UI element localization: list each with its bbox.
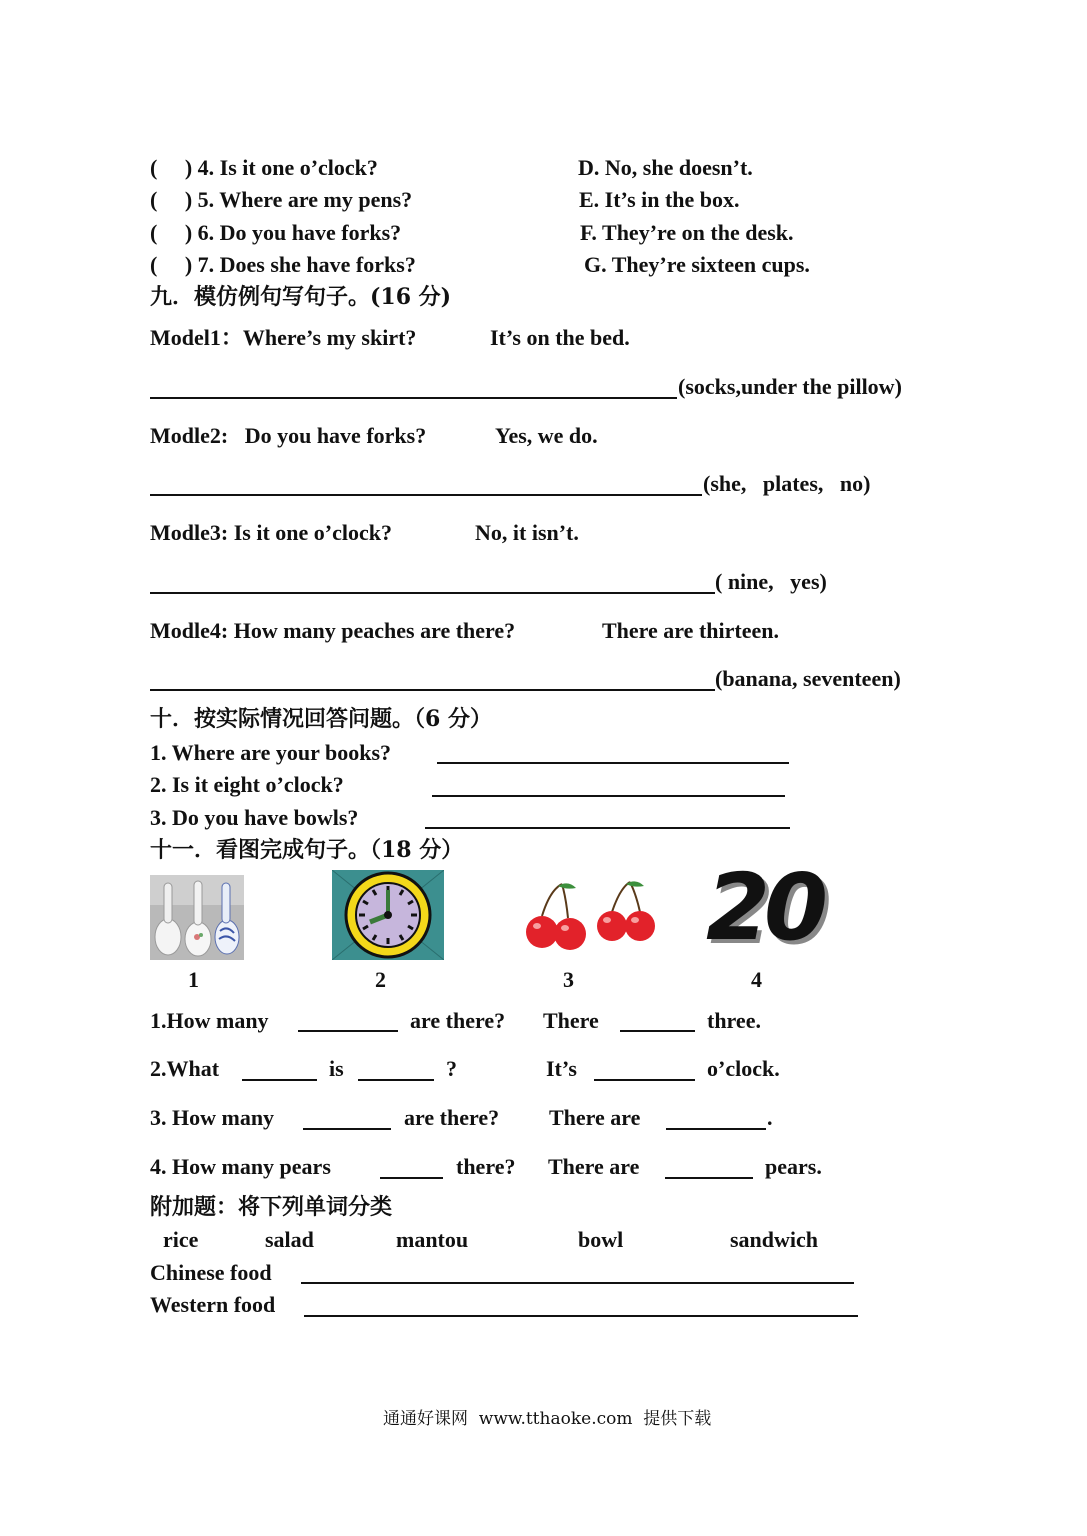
s2-part5: o’clock. <box>707 1056 780 1081</box>
model4-answer: There are thirteen. <box>602 618 779 643</box>
section10-title: 十．按实际情况回答问题。（6 分） <box>150 706 492 732</box>
word-sandwich: sandwich <box>730 1227 819 1252</box>
model2-answer: Yes, we do. <box>495 423 598 448</box>
s2-part1: 2.What <box>150 1056 220 1081</box>
model1-answer-line[interactable] <box>150 397 677 399</box>
section10-question-3: 3. Do you have bowls? <box>150 805 359 830</box>
s3-blank-1[interactable] <box>303 1128 391 1130</box>
s4-blank-1[interactable] <box>380 1177 443 1179</box>
model3-hint: ( nine, yes) <box>715 569 827 594</box>
s4-part4: pears. <box>765 1154 822 1179</box>
s1-part4: three. <box>707 1008 761 1033</box>
s3-part3: There are <box>549 1105 641 1130</box>
model2-question: Modle2: Do you have forks? <box>150 423 427 448</box>
section10-answer-line-1[interactable] <box>437 762 789 764</box>
picture-number-2: 2 <box>375 967 386 992</box>
category-chinese-food: Chinese food <box>150 1260 272 1285</box>
s4-part3: There are <box>548 1154 640 1179</box>
model4-question: Modle4: How many peaches are there? <box>150 618 516 643</box>
matching-answer-f: F. They’re on the desk. <box>580 220 794 245</box>
model4-answer-line[interactable] <box>150 689 715 691</box>
western-food-answer-line[interactable] <box>304 1315 858 1317</box>
section10-question-2: 2. Is it eight o’clock? <box>150 772 344 797</box>
s2-part4: It’s <box>546 1056 577 1081</box>
s2-blank-1[interactable] <box>242 1079 317 1081</box>
section10-answer-line-3[interactable] <box>425 827 790 829</box>
number-twenty-image: 20 <box>706 854 823 961</box>
model1-answer: It’s on the bed. <box>490 325 630 350</box>
picture-number-4: 4 <box>751 967 762 992</box>
matching-question-4: ( ) 4. Is it one o’clock? <box>150 155 378 180</box>
s2-blank-2[interactable] <box>358 1079 434 1081</box>
model1-hint: (socks,under the pillow) <box>678 374 902 399</box>
extra-title: 附加题：将下列单词分类 <box>150 1194 393 1220</box>
clock-image <box>332 870 444 960</box>
s3-blank-2[interactable] <box>666 1128 766 1130</box>
s4-blank-2[interactable] <box>665 1177 753 1179</box>
matching-question-5: ( ) 5. Where are my pens? <box>150 187 413 212</box>
s1-part3: There <box>543 1008 599 1033</box>
s3-part2: are there? <box>404 1105 500 1130</box>
model3-question: Modle3: Is it one o’clock? <box>150 520 392 545</box>
s3-part4: . <box>767 1105 773 1130</box>
s2-blank-3[interactable] <box>594 1079 695 1081</box>
section11-title: 十一．看图完成句子。（18 分） <box>150 837 464 863</box>
matching-answer-e: E. It’s in the box. <box>579 187 740 212</box>
matching-answer-g: G. They’re sixteen cups. <box>584 252 810 277</box>
category-western-food: Western food <box>150 1292 276 1317</box>
section10-answer-line-2[interactable] <box>432 795 785 797</box>
s2-part2: is <box>329 1056 344 1081</box>
s2-part3: ? <box>446 1056 457 1081</box>
s1-blank-2[interactable] <box>620 1030 695 1032</box>
s3-part1: 3. How many <box>150 1105 275 1130</box>
word-mantou: mantou <box>396 1227 469 1252</box>
s1-blank-1[interactable] <box>298 1030 398 1032</box>
s4-part2: there? <box>456 1154 516 1179</box>
model2-answer-line[interactable] <box>150 494 702 496</box>
picture-number-3: 3 <box>563 967 574 992</box>
s1-part1: 1.How many <box>150 1008 269 1033</box>
word-bowl: bowl <box>578 1227 624 1252</box>
matching-answer-d: D. No, she doesn’t. <box>578 155 753 180</box>
spoons-image <box>150 875 244 960</box>
word-salad: salad <box>265 1227 314 1252</box>
model2-hint: (she, plates, no) <box>703 471 871 496</box>
footer-text: 通通好课网 www.tthaoke.com 提供下载 <box>383 1409 712 1429</box>
matching-question-6: ( ) 6. Do you have forks? <box>150 220 402 245</box>
model4-hint: (banana, seventeen) <box>715 666 901 691</box>
section9-title: 九．模仿例句写句子。(16 分) <box>150 284 452 310</box>
cherries-image <box>522 880 662 952</box>
model3-answer: No, it isn’t. <box>475 520 579 545</box>
matching-question-7: ( ) 7. Does she have forks? <box>150 252 416 277</box>
word-rice: rice <box>163 1227 199 1252</box>
model3-answer-line[interactable] <box>150 592 715 594</box>
s1-part2: are there? <box>410 1008 506 1033</box>
chinese-food-answer-line[interactable] <box>301 1282 854 1284</box>
picture-number-1: 1 <box>188 967 199 992</box>
model1-question: Model1：Where’s my skirt? <box>150 325 417 350</box>
section10-question-1: 1. Where are your books? <box>150 740 392 765</box>
s4-part1: 4. How many pears <box>150 1154 331 1179</box>
